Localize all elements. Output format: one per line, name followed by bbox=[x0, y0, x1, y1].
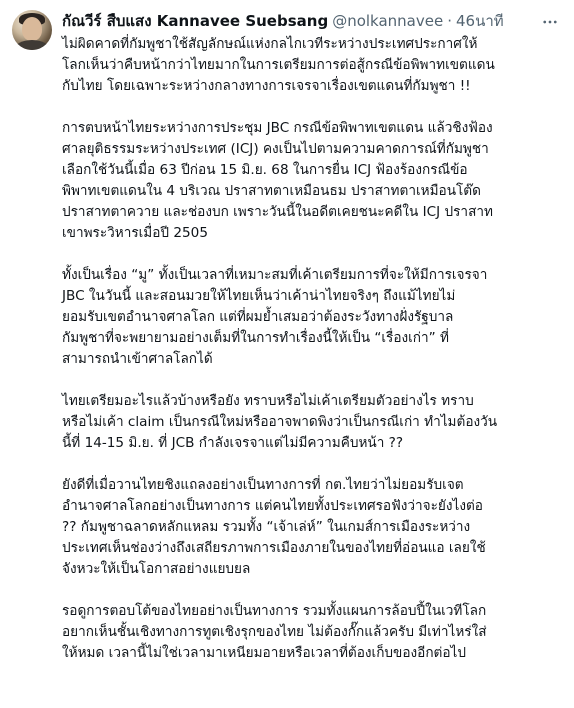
more-horizontal-icon bbox=[541, 13, 559, 31]
separator-dot: · bbox=[447, 12, 452, 30]
tweet-timestamp[interactable]: 46นาที bbox=[455, 12, 504, 30]
more-options-button[interactable] bbox=[540, 12, 560, 32]
tweet-paragraph: ไทยเตรียมอะไรแล้วบ้างหรือยัง ทราบหรือไม่เค้าเตรียมตัวอย่างไร ทราบ หรือไม่เค้า claim เป็นกรณีใหม่หรืออาจพาดพิงว่าเป็นกรณีเก่า ทำไมต้องวัน นี้ที่ 14-15 มิ.ย. ที่ JCB กำลังเจรจาแต่ไม่มีความคืบหน้า ?? bbox=[62, 393, 498, 451]
tweet-header bbox=[62, 10, 562, 32]
author-display-name[interactable]: กัณวีร์ สืบแสง Kannavee Suebsang bbox=[62, 12, 329, 30]
tweet-content bbox=[62, 10, 562, 708]
avatar-body bbox=[14, 40, 50, 50]
avatar-column bbox=[12, 10, 62, 708]
avatar[interactable] bbox=[12, 10, 52, 50]
tweet-text bbox=[62, 34, 562, 664]
tweet-paragraph: ไม่ผิดคาดที่กัมพูชาใช้สัญลักษณ์แห่งกลไกเวทีระหว่างประเทศประกาศให้ โลกเห็นว่าคืบหน้ากว่าไทยมากในการเตรียมการต่อสู้กรณีข้อพิพาทเขตแดน กับไทย โดยเฉพาะระหว่างกลางทางการเจรจาเรื่องเขตแดนที่กัมพูชา !! bbox=[62, 36, 495, 94]
tweet-paragraph: ยังดีที่เมื่อวานไทยชิงแถลงอย่างเป็นทางการที่ กต.ไทยว่าไม่ยอมรับเจต อำนาจศาลโลกอย่างเป็นทางการ แต่คนไทยทั้งประเทศรอฟังว่าจะยังไงต่อ ?? กัมพูชาฉลาดหลักแหลม รวมทั้ง “เจ้าเล่ห์” ในเกมส์การเมืองระหว่าง ประเทศเห็นช่องว่างถึงเสถียรภาพการเมืองภายในของไทยที่อ่อนแอ เลยใช้ จังหวะให้เป็นโอกาสอย่างแยบยล bbox=[62, 477, 486, 577]
author-handle[interactable]: @nolkannavee bbox=[332, 12, 444, 30]
avatar-face bbox=[22, 17, 42, 41]
tweet-paragraph: รอดูการตอบโต้ของไทยอย่างเป็นทางการ รวมทั้งแผนการล้อบปี้ในเวทีโลก อยากเห็นชั้นเชิงทางการทูตเชิงรุกของไทย ไม่ต้องกั๊กแล้วครับ มีเท่าไหร่ใส่ ให้หมด เวลานี้ไม่ใช่เวลามาเหนียมอายหรือเวลาที่ต้องเก็บของอีกต่อไป bbox=[62, 603, 487, 661]
tweet-paragraph: ทั้งเป็นเรื่อง “มู” ทั้งเป็นเวลาที่เหมาะสมที่เค้าเตรียมการที่จะให้มีการเจรจา JBC ในวันนี้ และสอนมวยให้ไทยเห็นว่าเค้าน่าไทยจริงๆ ถึงแม้ไทยไม่ ยอมรับเขตอำนาจศาลโลก แต่ที่ผมย้ำเสมอว่าต้องระวังทางฝั่งรัฐบาล กัมพูชาที่จะพยายามอย่างเต็มที่ในการทำเรื่องนี้ให้เป็น “เรื่องเก่า” ที่ สามารถนำเข้าศาลโลกได้ bbox=[62, 267, 488, 367]
tweet-paragraph: การตบหน้าไทยระหว่างการประชุม JBC กรณีข้อพิพาทเขตแดน แล้วชิงฟ้อง ศาลยุติธรรมระหว่างประเทศ (ICJ) คงเป็นไปตามความคาดการณ์ที่กัมพูชา เลือกใช้วันนี้เมื่อ 63 ปีก่อน 15 มิ.ย. 68 ในการยื่น ICJ ฟ้องร้องกรณีข้อ พิพาทเขตแดนใน 4 บริเวณ ปราสาทตาเหมือนธม ปราสาทตาเหมือนโต๊ด ปราสาทตาควาย และช่องบก เพราะวันนี้ในอดีตเคยชนะคดีใน ICJ ปราสาท เขาพระวิหารเมื่อปี 2505 bbox=[62, 120, 493, 241]
